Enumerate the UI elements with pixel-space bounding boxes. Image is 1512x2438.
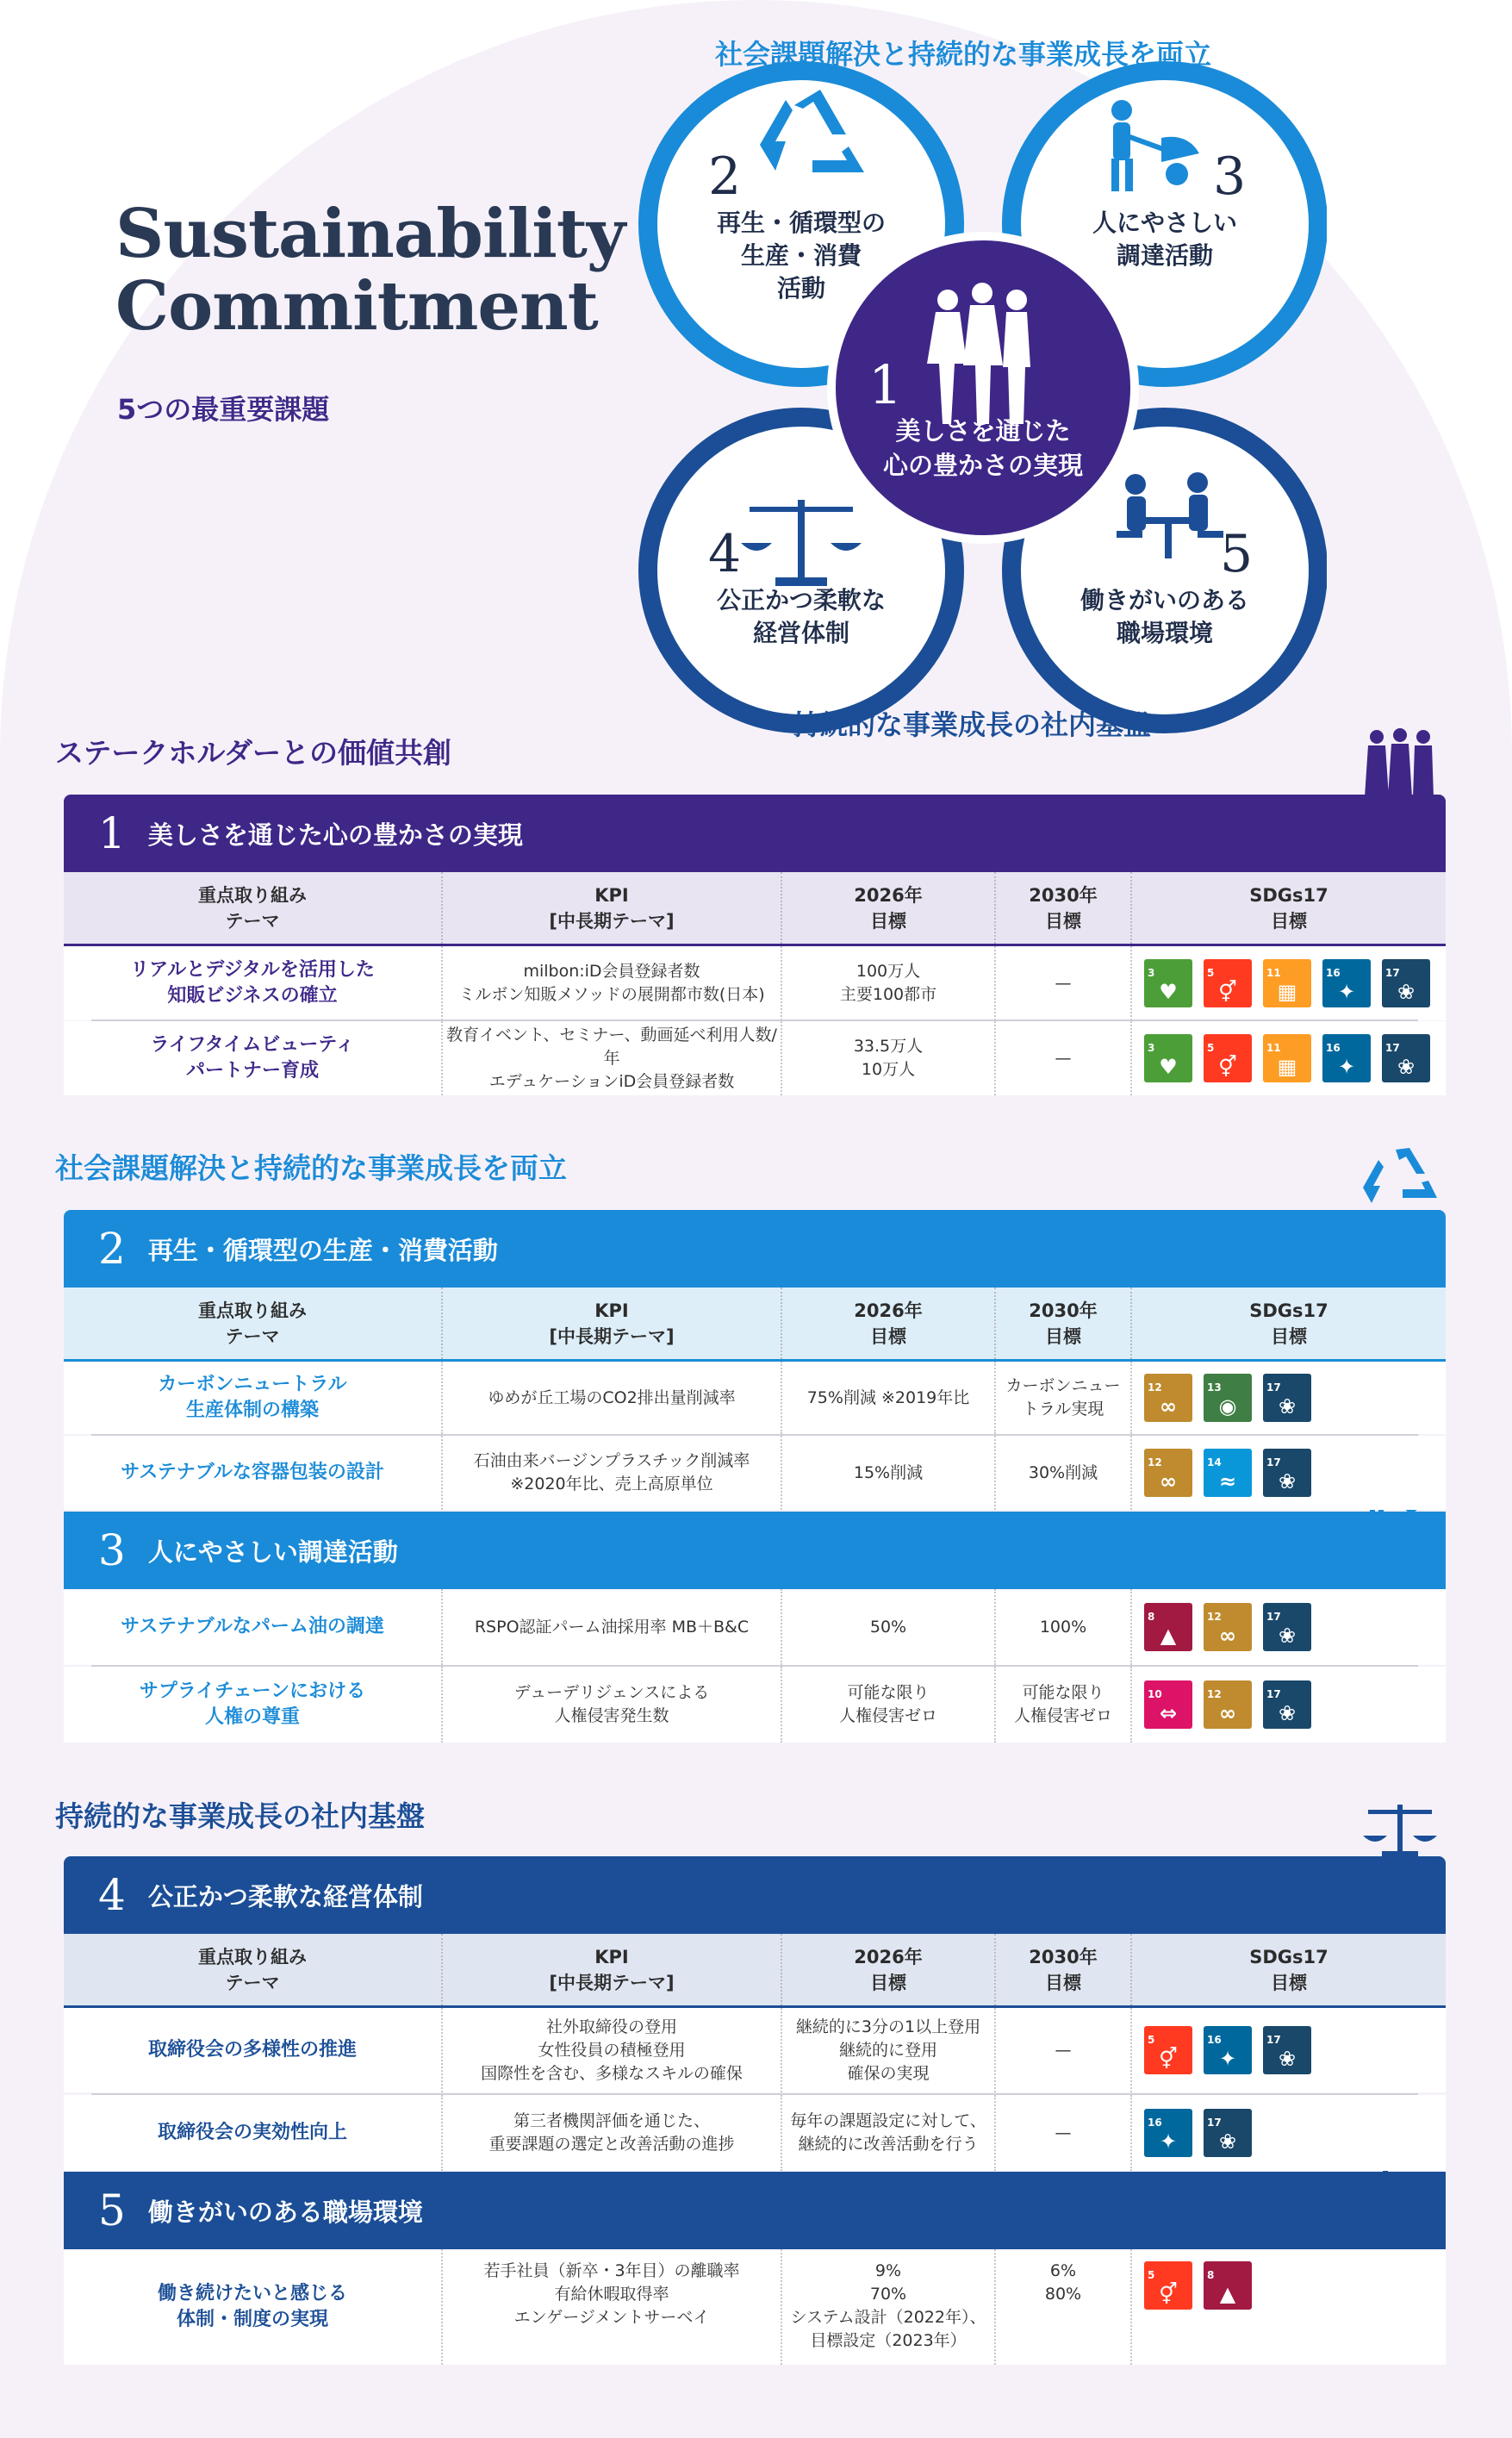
col-header-theme: 重点取り組み テーマ [64, 1934, 443, 2005]
sdg-17-icon: 17 ❀ [1382, 1034, 1430, 1082]
table-2-header [64, 1288, 1446, 1362]
sdg-17-icon: 17 ❀ [1263, 1680, 1311, 1729]
row-2030-target: 6% 80% [996, 2249, 1132, 2365]
row-2026-target: 33.5万人 10万人 [782, 1021, 996, 1095]
table-row [64, 1362, 1446, 1434]
sdg-5-icon: 5 ⚥ [1144, 2261, 1192, 2310]
sdg-11-icon: 11 ▦ [1263, 959, 1311, 1007]
sdg-5-icon: 5 ⚥ [1204, 959, 1252, 1007]
sdg-10-icon: 10 ⇔ [1144, 1680, 1192, 1729]
col-header-2030: 2030年 目標 [996, 1288, 1132, 1359]
col-header-theme: 重点取り組み テーマ [64, 1288, 443, 1359]
center-label: 美しさを通じた 心の豊かさの実現 [882, 416, 1083, 480]
table-row [64, 2008, 1446, 2092]
row-theme: サプライチェーンにおける 人権の尊重 [64, 1667, 443, 1743]
table-row [64, 2249, 1446, 2365]
sdg-14-icon: 14 ≈ [1204, 1449, 1252, 1497]
row-sdgs [1132, 2008, 1446, 2092]
sdg-11-icon: 11 ▦ [1263, 1034, 1311, 1082]
row-2030-target: — [996, 946, 1132, 1020]
row-kpi: 教育イベント、セミナー、動画延べ利用人数/年 エデュケーションiD会員登録者数 [443, 1021, 782, 1095]
petal-2-label: 再生・循環型の 生産・消費 活動 [716, 209, 886, 302]
page-subtitle: 5つの最重要課題 [117, 393, 330, 426]
table-row [64, 946, 1446, 1020]
petal-5-label: 働きがいのある 職場環境 [1080, 586, 1249, 647]
table-5-title: 働きがいのある職場環境 [147, 2197, 423, 2227]
row-2026-target: 継続的に3分の1以上登用 継続的に登用 確保の実現 [782, 2008, 996, 2092]
table-2-band [64, 1210, 1446, 1288]
row-2026-target: 毎年の課題設定に対して、 継続的に改善活動を行う [782, 2095, 996, 2171]
row-theme: 取締役会の実効性向上 [64, 2095, 443, 2171]
sdg-16-icon: 16 ✦ [1144, 2109, 1192, 2157]
sdg-17-icon: 17 ❀ [1204, 2109, 1252, 2157]
col-header-2026: 2026年 目標 [782, 872, 996, 944]
row-theme: 取締役会の多様性の推進 [64, 2008, 443, 2092]
row-kpi: 社外取締役の登用 女性役員の積極登用 国際性を含む、多様なスキルの確保 [443, 2008, 782, 2092]
sdg-17-icon: 17 ❀ [1263, 1603, 1311, 1651]
row-kpi: ゆめが丘工場のCO2排出量削減率 [443, 1362, 782, 1434]
center-number: 1 [868, 353, 903, 416]
row-sdgs [1132, 2249, 1446, 2365]
table-4-number: 4 [98, 1870, 126, 1920]
petal-3-label: 人にやさしい 調達活動 [1092, 209, 1237, 270]
diagram-bottom-heading: 持続的な事業成長の社内基盤 [793, 708, 1152, 741]
row-2026-target: 100万人 主要100都市 [782, 946, 996, 1020]
table-2-number: 2 [98, 1224, 126, 1274]
row-2030-target: — [996, 2095, 1132, 2171]
petal-4-number: 4 [708, 524, 742, 584]
row-theme: ライフタイムビューティ パートナー育成 [64, 1021, 443, 1095]
table-row [64, 1589, 1446, 1665]
sdg-8-icon: 8 ▲ [1144, 1603, 1192, 1651]
sdg-16-icon: 16 ✦ [1322, 959, 1371, 1007]
recycle-small-icon [1361, 1146, 1439, 1215]
row-theme: リアルとデジタルを活用した 知販ビジネスの確立 [64, 946, 443, 1020]
section-heading-social: 社会課題解決と持続的な事業成長を両立 [55, 1151, 567, 1185]
table-3-title: 人にやさしい調達活動 [147, 1537, 398, 1567]
sdg-3-icon: 3 ♥ [1144, 1034, 1192, 1082]
sdg-17-icon: 17 ❀ [1382, 959, 1430, 1007]
col-header-2030: 2030年 目標 [996, 1934, 1132, 2005]
table-1-title: 美しさを通じた心の豊かさの実現 [147, 820, 523, 850]
diagram-top-heading: 社会課題解決と持続的な事業成長を両立 [715, 38, 1212, 71]
table-4-header [64, 1934, 1446, 2008]
table-5-number: 5 [98, 2185, 126, 2235]
row-2026-target: 75%削減 ※2019年比 [782, 1362, 996, 1434]
row-kpi: 第三者機関評価を通じた、 重要課題の選定と改善活動の進捗 [443, 2095, 782, 2171]
sdg-17-icon: 17 ❀ [1263, 2026, 1311, 2074]
sdg-16-icon: 16 ✦ [1204, 2026, 1252, 2074]
table-3-number: 3 [98, 1525, 126, 1575]
row-kpi: 若手社員（新卒・3年目）の離職率 有給休暇取得率 エンゲージメントサーベイ [443, 2249, 782, 2365]
row-sdgs [1132, 2095, 1446, 2171]
row-theme: サステナブルなパーム油の調達 [64, 1589, 443, 1665]
row-sdgs [1132, 1589, 1446, 1665]
table-row [64, 1667, 1446, 1743]
row-kpi: RSPO認証パーム油採用率 MB＋B&C [443, 1589, 782, 1665]
col-header-2030: 2030年 目標 [996, 872, 1132, 944]
petal-2-number: 2 [708, 147, 742, 207]
sdg-12-icon: 12 ∞ [1204, 1680, 1252, 1729]
row-2030-target: カーボンニュー トラル実現 [996, 1362, 1132, 1434]
col-header-sdgs: SDGs17 目標 [1249, 1300, 1328, 1347]
table-row [64, 1021, 1446, 1095]
sdg-17-icon: 17 ❀ [1263, 1374, 1311, 1422]
petal-5-number: 5 [1220, 524, 1254, 584]
sdg-12-icon: 12 ∞ [1144, 1374, 1192, 1422]
row-theme: サステナブルな容器包装の設計 [64, 1436, 443, 1510]
row-2030-target: 可能な限り 人権侵害ゼロ [996, 1667, 1132, 1743]
row-sdgs [1132, 946, 1446, 1020]
women-silhouette-icon [1361, 728, 1439, 797]
col-header-kpi: KPI [中長期テーマ] [443, 872, 782, 944]
sdg-5-icon: 5 ⚥ [1144, 2026, 1192, 2074]
col-header-sdgs: SDGs17 目標 [1249, 884, 1328, 932]
col-header-sdgs: SDGs17 目標 [1249, 1946, 1328, 1993]
sdg-8-icon: 8 ▲ [1204, 2261, 1252, 2310]
section-heading-stakeholder: ステークホルダーとの価値共創 [55, 736, 452, 770]
row-2026-target: 9% 70% システム設計（2022年）、 目標設定（2023年） [782, 2249, 996, 2365]
row-theme: カーボンニュートラル 生産体制の構築 [64, 1362, 443, 1434]
sdg-12-icon: 12 ∞ [1204, 1603, 1252, 1651]
row-2030-target: 30%削減 [996, 1436, 1132, 1510]
title-line-2: Commitment [115, 267, 598, 346]
table-3-band [64, 1512, 1446, 1589]
page-title [115, 195, 625, 346]
sdg-3-icon: 3 ♥ [1144, 959, 1192, 1007]
table-4-title: 公正かつ柔軟な経営体制 [147, 1881, 423, 1911]
table-1-header [64, 872, 1446, 946]
table-row [64, 1436, 1446, 1510]
row-theme: 働き続けたいと感じる 体制・制度の実現 [64, 2249, 443, 2365]
row-2026-target: 50% [782, 1589, 996, 1665]
scales-small-icon [1361, 1801, 1439, 1861]
sdg-12-icon: 12 ∞ [1144, 1449, 1192, 1497]
section-heading-internal: 持続的な事業成長の社内基盤 [55, 1799, 425, 1833]
row-sdgs [1132, 1436, 1446, 1510]
sdg-17-icon: 17 ❀ [1263, 1449, 1311, 1497]
sdg-5-icon: 5 ⚥ [1204, 1034, 1252, 1082]
row-sdgs [1132, 1362, 1446, 1434]
table-row [64, 2095, 1446, 2171]
petal-4-label: 公正かつ柔軟な 経営体制 [716, 586, 886, 647]
col-header-theme: 重点取り組み テーマ [64, 872, 443, 944]
sdg-16-icon: 16 ✦ [1322, 1034, 1371, 1082]
table-5-band [64, 2172, 1446, 2249]
sdg-13-icon: 13 ◉ [1204, 1374, 1252, 1422]
table-1-band [64, 795, 1446, 872]
table-2-title: 再生・循環型の生産・消費活動 [147, 1235, 498, 1265]
materiality-diagram [638, 26, 1327, 741]
row-2030-target: 100% [996, 1589, 1132, 1665]
row-2026-target: 可能な限り 人権侵害ゼロ [782, 1667, 996, 1743]
title-line-1: Sustainability [115, 195, 625, 273]
row-2030-target: — [996, 1021, 1132, 1095]
table-1-number: 1 [98, 808, 126, 858]
col-header-kpi: KPI [中長期テーマ] [443, 1934, 782, 2005]
row-sdgs [1132, 1021, 1446, 1095]
row-2030-target: — [996, 2008, 1132, 2092]
row-sdgs [1132, 1667, 1446, 1743]
table-4-band [64, 1856, 1446, 1934]
col-header-kpi: KPI [中長期テーマ] [443, 1288, 782, 1359]
row-kpi: デューデリジェンスによる 人権侵害発生数 [443, 1667, 782, 1743]
petal-3-number: 3 [1213, 147, 1247, 207]
row-kpi: milbon:iD会員登録者数 ミルボン知販メソッドの展開都市数(日本) [443, 946, 782, 1020]
row-2026-target: 15%削減 [782, 1436, 996, 1510]
col-header-2026: 2026年 目標 [782, 1288, 996, 1359]
col-header-2026: 2026年 目標 [782, 1934, 996, 2005]
row-kpi: 石油由来バージンプラスチック削減率 ※2020年比、売上高原単位 [443, 1436, 782, 1510]
